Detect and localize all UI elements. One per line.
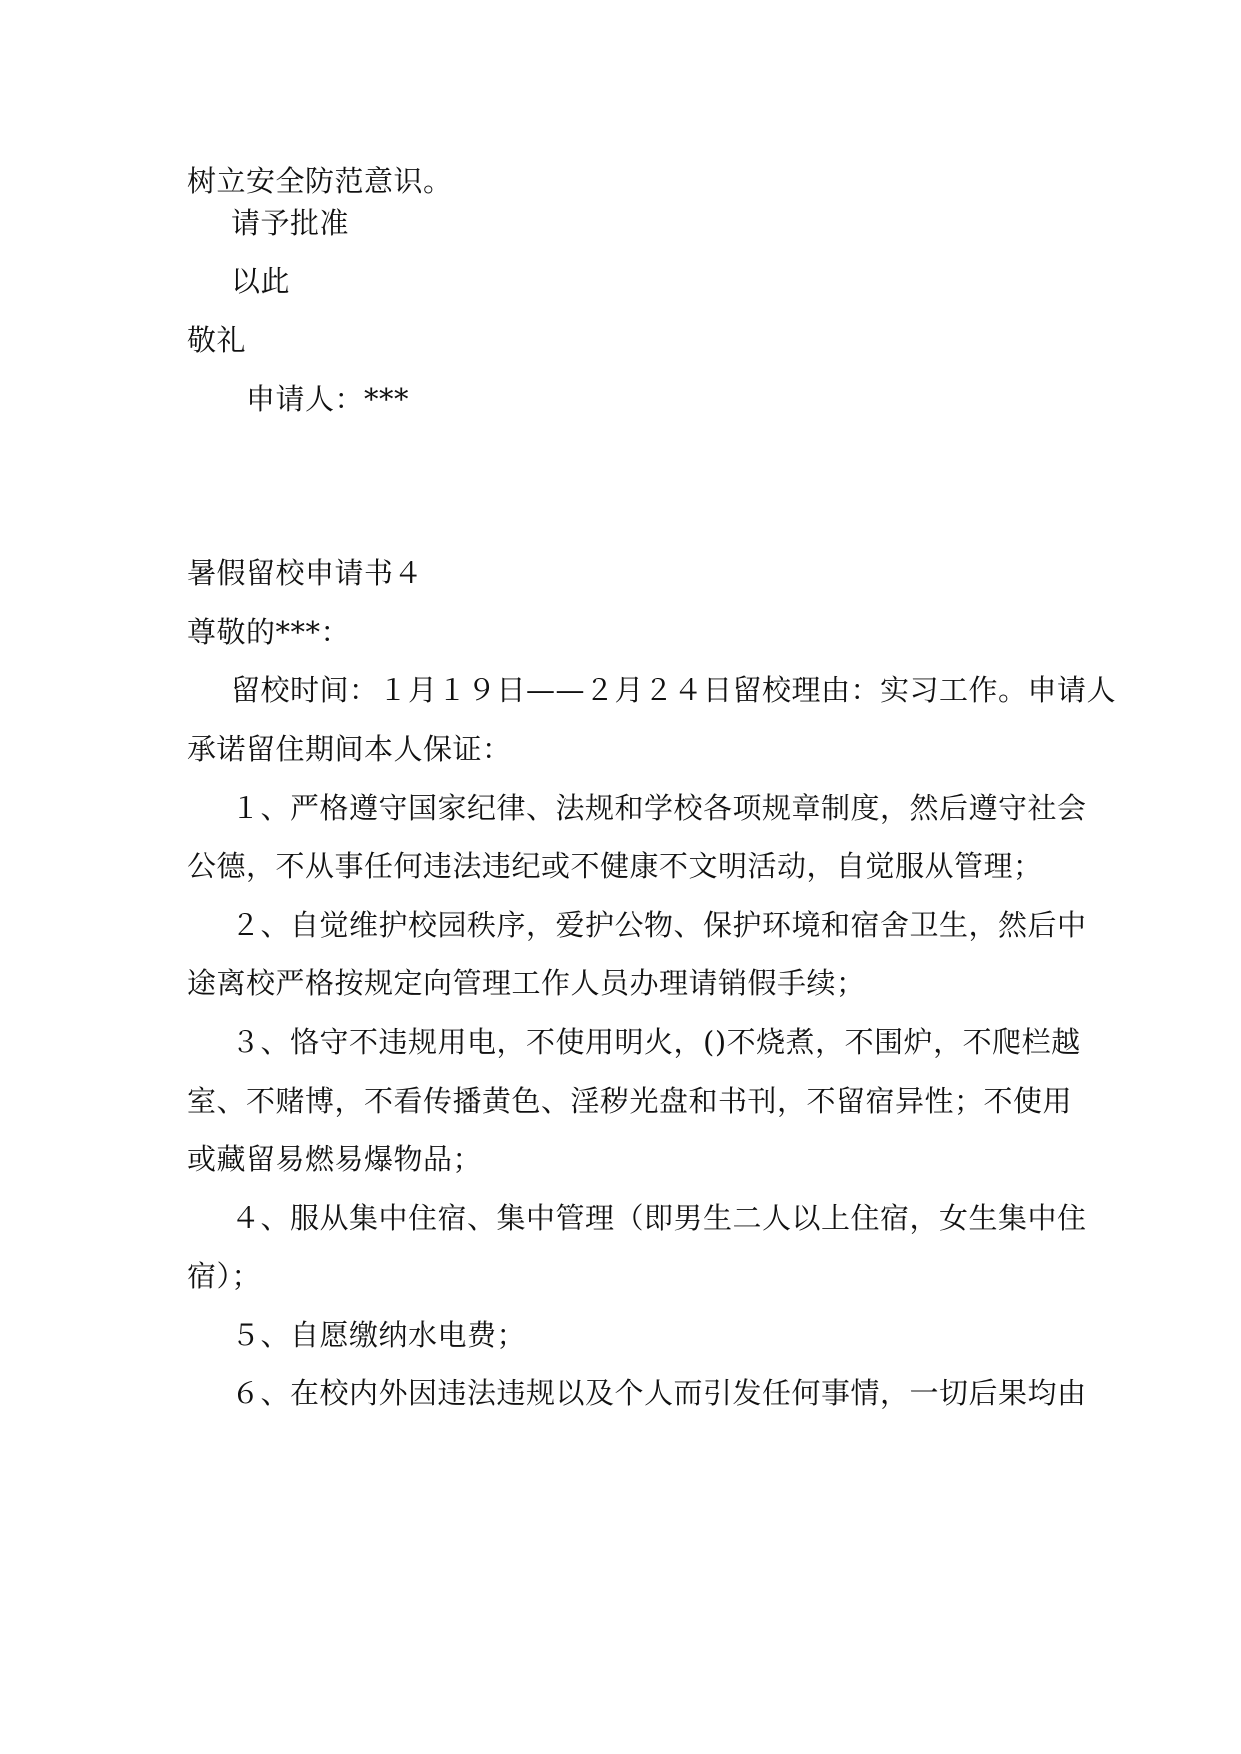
closing-line: 以此 bbox=[231, 264, 291, 298]
greeting-line: 尊敬的***： bbox=[187, 615, 351, 649]
section-title: 暑假留校申请书４ bbox=[187, 556, 424, 590]
body-text-line: 树立安全防范意识。 bbox=[187, 164, 453, 198]
list-item-line: 公德，不从事任何违法违纪或不健康不文明活动，自觉服从管理； bbox=[187, 849, 1043, 883]
list-item-line: 室、不赌博，不看传播黄色、淫秽光盘和书刊，不留宿异性；不使用 bbox=[187, 1084, 1073, 1118]
list-item-line: １、严格遵守国家纪律、法规和学校各项规章制度，然后遵守社会 bbox=[231, 791, 1087, 825]
request-approval-line: 请予批准 bbox=[231, 206, 350, 240]
list-item-line: ３、恪守不违规用电，不使用明火，()不烧煮，不围炉，不爬栏越 bbox=[231, 1025, 1081, 1059]
list-item-line: ５、自愿缴纳水电费； bbox=[231, 1318, 527, 1352]
list-item-line: 宿）； bbox=[187, 1259, 262, 1293]
paragraph-line: 承诺留住期间本人保证： bbox=[187, 732, 512, 766]
list-item-line: ６、在校内外因违法违规以及个人而引发任何事情，一切后果均由 bbox=[231, 1376, 1087, 1410]
list-item-line: 或藏留易燃易爆物品； bbox=[187, 1142, 483, 1176]
list-item-line: ４、服从集中住宿、集中管理（即男生二人以上住宿，女生集中住 bbox=[231, 1201, 1087, 1235]
applicant-signature: 申请人：*** bbox=[246, 382, 410, 416]
paragraph-line: 留校时间：１月１９日——２月２４日留校理由：实习工作。申请人 bbox=[231, 673, 1117, 707]
list-item-line: ２、自觉维护校园秩序，爱护公物、保护环境和宿舍卫生，然后中 bbox=[231, 908, 1087, 942]
list-item-line: 途离校严格按规定向管理工作人员办理请销假手续； bbox=[187, 966, 866, 1000]
salutation-line: 敬礼 bbox=[187, 323, 247, 357]
